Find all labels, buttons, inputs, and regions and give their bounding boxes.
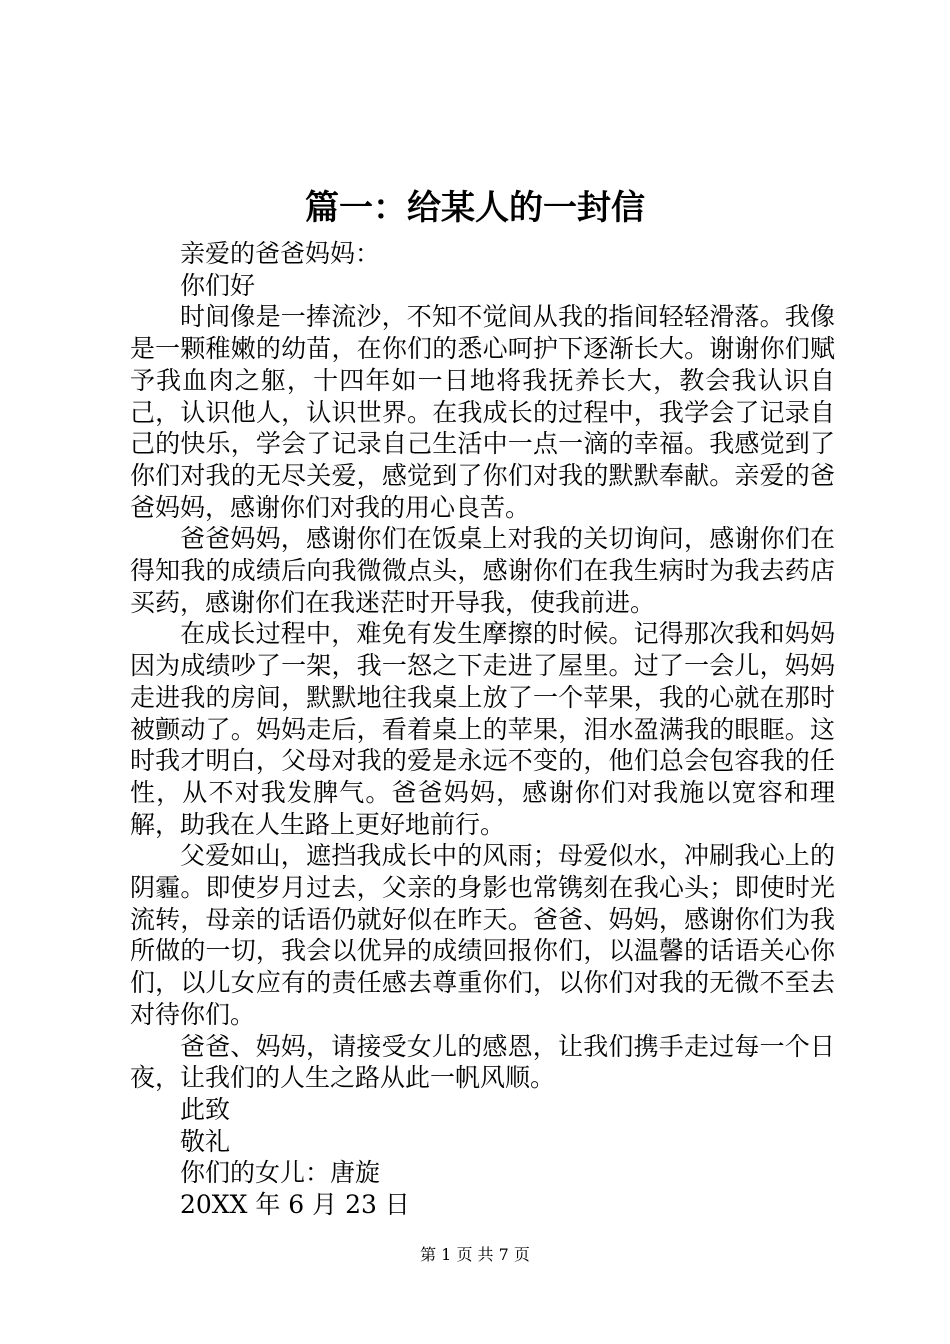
letter-paragraph: 在成长过程中，难免有发生摩擦的时候。记得那次我和妈妈因为成绩吵了一架，我一怒之下走进了屋里。过了一会儿，妈妈走进我的房间，默默地往我桌上放了一个苹果，我的心就在那时被颤动了。妈妈走后，看着桌上的苹果，泪水盈满我的眼眶。这时我才明白，父母对我的爱是永远不变的，他们总会包容我的任性，从不对我发脾气。爸爸妈妈，感谢你们对我施以宽容和理解，助我在人生路上更好地前行。 bbox=[130, 619, 835, 839]
letter-greeting: 你们好 bbox=[180, 270, 256, 300]
letter-regards: 敬礼 bbox=[180, 1126, 231, 1156]
letter-closing: 此致 bbox=[180, 1094, 231, 1124]
letter-body bbox=[130, 238, 835, 1221]
letter-paragraph: 父爱如山，遮挡我成长中的风雨；母爱似水，冲刷我心上的阴霾。即使岁月过去，父亲的身影也常镌刻在我心头；即使时光流转，母亲的话语仍就好似在昨天。爸爸、妈妈，感谢你们为我所做的一切，我会以优异的成绩回报你们，以温馨的话语关心你们，以儿女应有的责任感去尊重你们，以你们对我的无微不至去对待你们。 bbox=[130, 841, 835, 1029]
letter-paragraph: 时间像是一捧流沙，不知不觉间从我的指间轻轻滑落。我像是一颗稚嫩的幼苗，在你们的悉心呵护下逐渐长大。谢谢你们赋予我血肉之躯，十四年如一日地将我抚养长大，教会我认识自己，认识他人，认识世界。在我成长的过程中，我学会了记录自己的快乐，学会了记录自己生活中一点一滴的幸福。我感觉到了你们对我的无尽关爱，感觉到了你们对我的默默奉献。亲爱的爸爸妈妈，感谢你们对我的用心良苦。 bbox=[130, 302, 835, 522]
page-title: 篇一：给某人的一封信 bbox=[305, 188, 645, 228]
letter-paragraph: 爸爸妈妈，感谢你们在饭桌上对我的关切询问，感谢你们在得知我的成绩后向我微微点头，感谢你们在我生病时为我去药店买药，感谢你们在我迷茫时开导我，使我前进。 bbox=[130, 524, 835, 617]
letter-salutation: 亲爱的爸爸妈妈： bbox=[180, 239, 381, 268]
letter-date: 20XX 年 6 月 23 日 bbox=[180, 1190, 410, 1220]
letter-paragraph: 爸爸、妈妈，请接受女儿的感恩，让我们携手走过每一个日夜，让我们的人生之路从此一帆风顺。 bbox=[130, 1031, 835, 1093]
page-number-footer: 第 1 页 共 7 页 bbox=[420, 1245, 530, 1264]
letter-signature: 你们的女儿：唐旋 bbox=[180, 1158, 381, 1188]
